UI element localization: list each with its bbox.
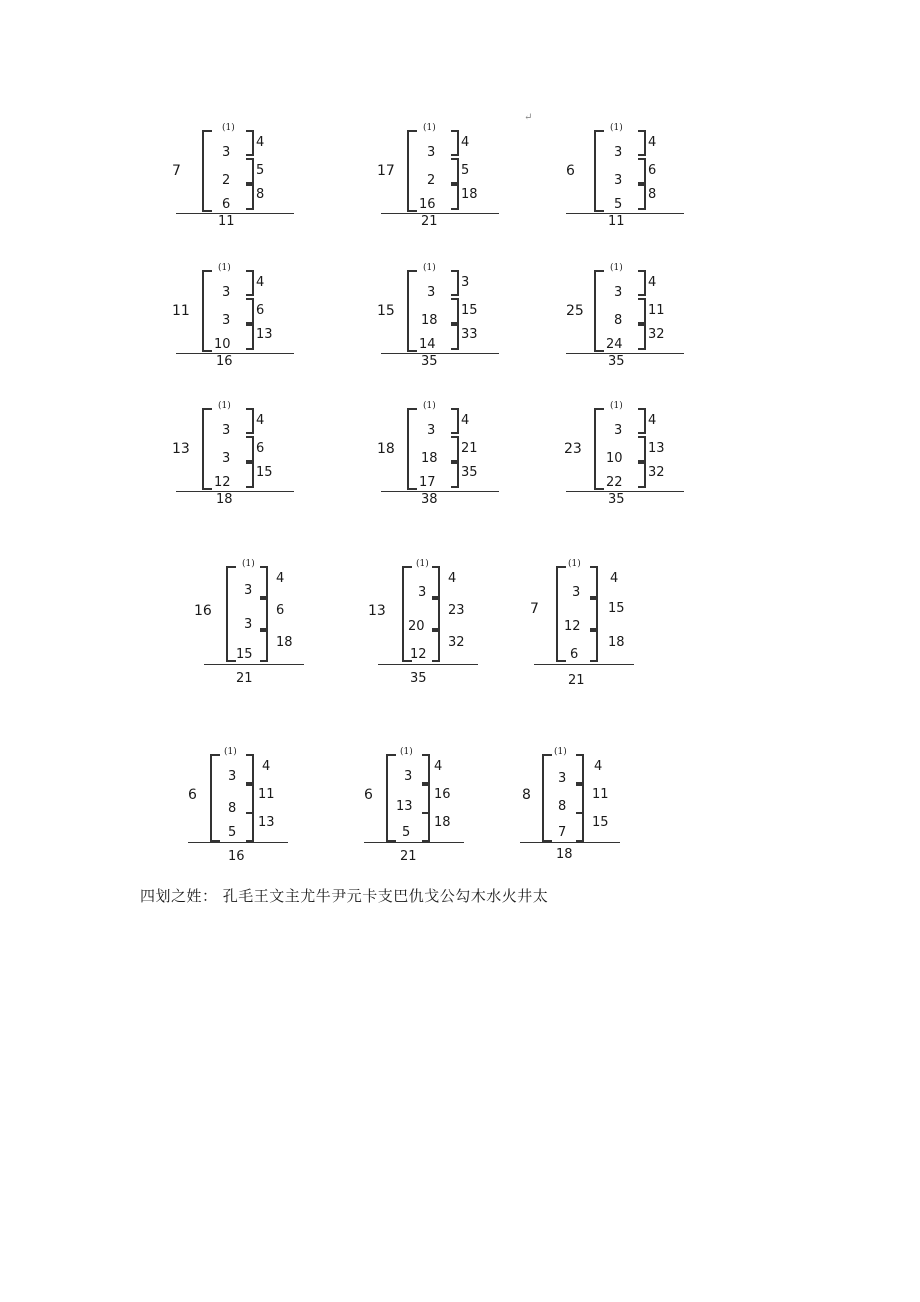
diagram-total: 21 xyxy=(236,671,253,686)
name-diagram xyxy=(192,558,342,686)
diagram-right-3: 15 xyxy=(256,465,273,480)
diagram-col-2: 3 xyxy=(222,313,231,328)
inner-bracket xyxy=(432,566,440,598)
inner-bracket xyxy=(422,754,430,784)
diagram-col-2: 3 xyxy=(614,173,623,188)
inner-bracket xyxy=(260,630,268,662)
diagram-left-number: 8 xyxy=(522,787,531,803)
diagram-right-1: 4 xyxy=(610,571,619,586)
diagram-right-3: 15 xyxy=(592,815,609,830)
diagram-col-1: 3 xyxy=(222,145,231,160)
inner-bracket xyxy=(590,598,598,630)
name-diagram xyxy=(375,262,525,367)
name-diagram xyxy=(375,400,525,505)
diagram-right-1: 4 xyxy=(256,413,265,428)
diagram-col-1: 3 xyxy=(222,423,231,438)
sum-line xyxy=(378,664,478,665)
diagram-col-2: 13 xyxy=(396,799,413,814)
inner-bracket xyxy=(451,436,459,462)
inner-bracket xyxy=(638,158,646,184)
diagram-top-mark: (1) xyxy=(218,263,231,273)
diagram-total: 21 xyxy=(400,849,417,864)
name-diagram xyxy=(518,746,668,862)
diagram-right-1: 4 xyxy=(276,571,285,586)
diagram-right-2: 6 xyxy=(256,303,265,318)
name-diagram xyxy=(170,122,320,227)
diagram-top-mark: (1) xyxy=(610,401,623,411)
diagram-col-1: 3 xyxy=(614,145,623,160)
sum-line xyxy=(176,353,294,354)
inner-bracket xyxy=(638,298,646,324)
diagram-right-3: 8 xyxy=(256,187,265,202)
diagram-right-2: 15 xyxy=(461,303,478,318)
diagram-col-2: 2 xyxy=(222,173,231,188)
outer-bracket xyxy=(407,408,417,490)
diagram-right-1: 4 xyxy=(448,571,457,586)
outer-bracket xyxy=(202,270,212,352)
inner-bracket xyxy=(246,812,254,842)
inner-bracket xyxy=(422,784,430,814)
outer-bracket xyxy=(226,566,236,662)
inner-bracket xyxy=(576,754,584,784)
diagram-col-1: 3 xyxy=(427,145,436,160)
diagram-col-3: 6 xyxy=(570,647,579,662)
diagram-col-1: 3 xyxy=(614,285,623,300)
diagram-right-3: 32 xyxy=(448,635,465,650)
diagram-col-2: 8 xyxy=(614,313,623,328)
diagram-left-number: 11 xyxy=(172,303,190,319)
diagram-col-3: 6 xyxy=(222,197,231,212)
diagram-col-2: 8 xyxy=(228,801,237,816)
diagram-left-number: 7 xyxy=(172,163,181,179)
outer-bracket xyxy=(407,270,417,352)
outer-bracket xyxy=(386,754,396,842)
sum-line xyxy=(520,842,620,843)
diagram-total: 18 xyxy=(556,847,573,862)
diagram-col-3: 10 xyxy=(214,337,231,352)
diagram-col-2: 3 xyxy=(222,451,231,466)
diagram-col-1: 3 xyxy=(222,285,231,300)
sum-line xyxy=(566,491,684,492)
diagram-right-3: 18 xyxy=(434,815,451,830)
name-diagram xyxy=(362,746,512,864)
diagram-top-mark: (1) xyxy=(400,747,413,757)
sum-line xyxy=(176,491,294,492)
inner-bracket xyxy=(260,598,268,630)
inner-bracket xyxy=(451,184,459,210)
diagram-left-number: 6 xyxy=(188,787,197,803)
diagram-col-2: 20 xyxy=(408,619,425,634)
diagram-col-3: 5 xyxy=(228,825,237,840)
diagram-col-3: 14 xyxy=(419,337,436,352)
diagram-col-1: 3 xyxy=(427,423,436,438)
diagram-right-2: 5 xyxy=(461,163,470,178)
inner-bracket xyxy=(638,324,646,350)
inner-bracket xyxy=(638,436,646,462)
name-diagram xyxy=(562,122,712,227)
diagram-col-3: 5 xyxy=(614,197,623,212)
diagram-top-mark: (1) xyxy=(610,263,623,273)
diagram-right-1: 3 xyxy=(461,275,470,290)
inner-bracket xyxy=(432,630,440,662)
inner-bracket xyxy=(451,298,459,324)
sum-line xyxy=(381,213,499,214)
inner-bracket xyxy=(590,630,598,662)
inner-bracket xyxy=(260,566,268,598)
name-diagram xyxy=(170,262,320,367)
diagram-col-2: 3 xyxy=(244,617,253,632)
outer-bracket xyxy=(210,754,220,842)
diagram-right-2: 6 xyxy=(648,163,657,178)
diagram-top-mark: (1) xyxy=(416,559,429,569)
diagram-right-3: 18 xyxy=(461,187,478,202)
outer-bracket xyxy=(594,408,604,490)
diagram-top-mark: (1) xyxy=(242,559,255,569)
diagram-right-3: 32 xyxy=(648,327,665,342)
diagram-total: 35 xyxy=(421,354,438,369)
inner-bracket xyxy=(451,462,459,488)
diagram-right-1: 4 xyxy=(648,135,657,150)
diagram-col-3: 15 xyxy=(236,647,253,662)
inner-bracket xyxy=(422,812,430,842)
inner-bracket xyxy=(576,784,584,814)
four-stroke-surnames-caption: 四划之姓： 孔毛王文主尤牛尹元卡支巴仇戈公勾木水火井太 xyxy=(140,887,549,905)
diagram-right-1: 4 xyxy=(594,759,603,774)
diagram-right-1: 4 xyxy=(648,275,657,290)
sum-line xyxy=(566,353,684,354)
outer-bracket xyxy=(407,130,417,212)
inner-bracket xyxy=(451,324,459,350)
diagram-left-number: 13 xyxy=(368,603,386,619)
diagram-left-number: 15 xyxy=(377,303,395,319)
inner-bracket xyxy=(451,130,459,156)
diagram-left-number: 25 xyxy=(566,303,584,319)
diagram-left-number: 7 xyxy=(530,601,539,617)
diagram-right-1: 4 xyxy=(434,759,443,774)
inner-bracket xyxy=(638,270,646,296)
diagram-left-number: 13 xyxy=(172,441,190,457)
diagram-col-3: 7 xyxy=(558,825,567,840)
diagram-total: 16 xyxy=(216,354,233,369)
diagram-right-3: 18 xyxy=(608,635,625,650)
sum-line xyxy=(534,664,634,665)
diagram-right-2: 11 xyxy=(592,787,609,802)
diagram-col-2: 10 xyxy=(606,451,623,466)
diagram-total: 38 xyxy=(421,492,438,507)
inner-bracket xyxy=(638,462,646,488)
diagram-total: 21 xyxy=(568,673,585,688)
diagram-col-2: 2 xyxy=(427,173,436,188)
inner-bracket xyxy=(246,324,254,350)
diagram-right-1: 4 xyxy=(256,275,265,290)
inner-bracket xyxy=(246,408,254,434)
diagram-left-number: 23 xyxy=(564,441,582,457)
diagram-right-1: 4 xyxy=(256,135,265,150)
inner-bracket xyxy=(246,436,254,462)
sum-line xyxy=(364,842,464,843)
diagram-col-1: 3 xyxy=(228,769,237,784)
diagram-col-1: 3 xyxy=(572,585,581,600)
diagram-right-3: 33 xyxy=(461,327,478,342)
diagram-total: 35 xyxy=(608,354,625,369)
diagram-top-mark: (1) xyxy=(423,263,436,273)
outer-bracket xyxy=(202,130,212,212)
inner-bracket xyxy=(576,812,584,842)
diagram-right-2: 15 xyxy=(608,601,625,616)
diagram-right-3: 32 xyxy=(648,465,665,480)
diagram-right-2: 6 xyxy=(256,441,265,456)
diagram-total: 18 xyxy=(216,492,233,507)
inner-bracket xyxy=(246,158,254,184)
diagram-total: 11 xyxy=(608,214,625,229)
inner-bracket xyxy=(638,184,646,210)
diagram-col-1: 3 xyxy=(244,583,253,598)
diagram-col-1: 3 xyxy=(418,585,427,600)
diagram-right-1: 4 xyxy=(461,413,470,428)
diagram-total: 35 xyxy=(410,671,427,686)
diagram-col-1: 3 xyxy=(614,423,623,438)
diagram-total: 35 xyxy=(608,492,625,507)
outer-bracket xyxy=(542,754,552,842)
inner-bracket xyxy=(246,270,254,296)
diagram-col-1: 3 xyxy=(558,771,567,786)
diagram-right-3: 8 xyxy=(648,187,657,202)
diagram-total: 21 xyxy=(421,214,438,229)
inner-bracket xyxy=(451,270,459,296)
diagram-col-2: 8 xyxy=(558,799,567,814)
outer-bracket xyxy=(594,130,604,212)
outer-bracket xyxy=(556,566,566,662)
sum-line xyxy=(381,353,499,354)
name-diagram xyxy=(170,400,320,505)
diagram-left-number: 18 xyxy=(377,441,395,457)
inner-bracket xyxy=(246,754,254,784)
diagram-left-number: 6 xyxy=(364,787,373,803)
diagram-right-2: 23 xyxy=(448,603,465,618)
diagram-right-2: 21 xyxy=(461,441,478,456)
diagram-col-3: 16 xyxy=(419,197,436,212)
sum-line xyxy=(381,491,499,492)
sum-line xyxy=(188,842,288,843)
diagram-top-mark: (1) xyxy=(423,123,436,133)
return-mark: ↵ xyxy=(524,112,533,123)
diagram-top-mark: (1) xyxy=(610,123,623,133)
diagram-col-3: 17 xyxy=(419,475,436,490)
diagram-right-1: 4 xyxy=(648,413,657,428)
sum-line xyxy=(204,664,304,665)
diagram-col-1: 3 xyxy=(404,769,413,784)
inner-bracket xyxy=(246,184,254,210)
inner-bracket xyxy=(432,598,440,630)
diagram-col-3: 12 xyxy=(214,475,231,490)
diagram-top-mark: (1) xyxy=(568,559,581,569)
inner-bracket xyxy=(590,566,598,598)
diagram-col-1: 3 xyxy=(427,285,436,300)
diagram-right-2: 11 xyxy=(258,787,275,802)
diagram-total: 11 xyxy=(218,214,235,229)
diagram-col-2: 12 xyxy=(564,619,581,634)
diagram-col-3: 12 xyxy=(410,647,427,662)
diagram-right-2: 6 xyxy=(276,603,285,618)
diagram-col-3: 5 xyxy=(402,825,411,840)
name-diagram xyxy=(524,558,674,688)
inner-bracket xyxy=(638,130,646,156)
diagram-right-2: 11 xyxy=(648,303,665,318)
outer-bracket xyxy=(202,408,212,490)
diagram-top-mark: (1) xyxy=(423,401,436,411)
outer-bracket xyxy=(594,270,604,352)
diagram-left-number: 16 xyxy=(194,603,212,619)
name-diagram xyxy=(186,746,336,864)
diagram-top-mark: (1) xyxy=(554,747,567,757)
diagram-right-3: 35 xyxy=(461,465,478,480)
diagram-total: 16 xyxy=(228,849,245,864)
diagram-right-2: 5 xyxy=(256,163,265,178)
name-diagram xyxy=(562,400,712,505)
inner-bracket xyxy=(246,462,254,488)
diagram-col-3: 22 xyxy=(606,475,623,490)
diagram-right-2: 16 xyxy=(434,787,451,802)
name-diagram xyxy=(366,558,516,686)
diagram-top-mark: (1) xyxy=(218,401,231,411)
diagram-top-mark: (1) xyxy=(224,747,237,757)
diagram-col-2: 18 xyxy=(421,451,438,466)
diagram-top-mark: (1) xyxy=(222,123,235,133)
diagram-right-1: 4 xyxy=(461,135,470,150)
diagram-col-3: 24 xyxy=(606,337,623,352)
diagram-right-2: 13 xyxy=(648,441,665,456)
diagram-left-number: 6 xyxy=(566,163,575,179)
diagram-right-3: 18 xyxy=(276,635,293,650)
inner-bracket xyxy=(246,130,254,156)
diagram-left-number: 17 xyxy=(377,163,395,179)
inner-bracket xyxy=(638,408,646,434)
diagram-col-2: 18 xyxy=(421,313,438,328)
name-diagram xyxy=(375,122,525,227)
sum-line xyxy=(566,213,684,214)
inner-bracket xyxy=(246,298,254,324)
diagram-right-3: 13 xyxy=(258,815,275,830)
diagram-right-3: 13 xyxy=(256,327,273,342)
inner-bracket xyxy=(451,158,459,184)
sum-line xyxy=(176,213,294,214)
name-diagram xyxy=(562,262,712,367)
inner-bracket xyxy=(451,408,459,434)
diagram-right-1: 4 xyxy=(262,759,271,774)
inner-bracket xyxy=(246,784,254,814)
